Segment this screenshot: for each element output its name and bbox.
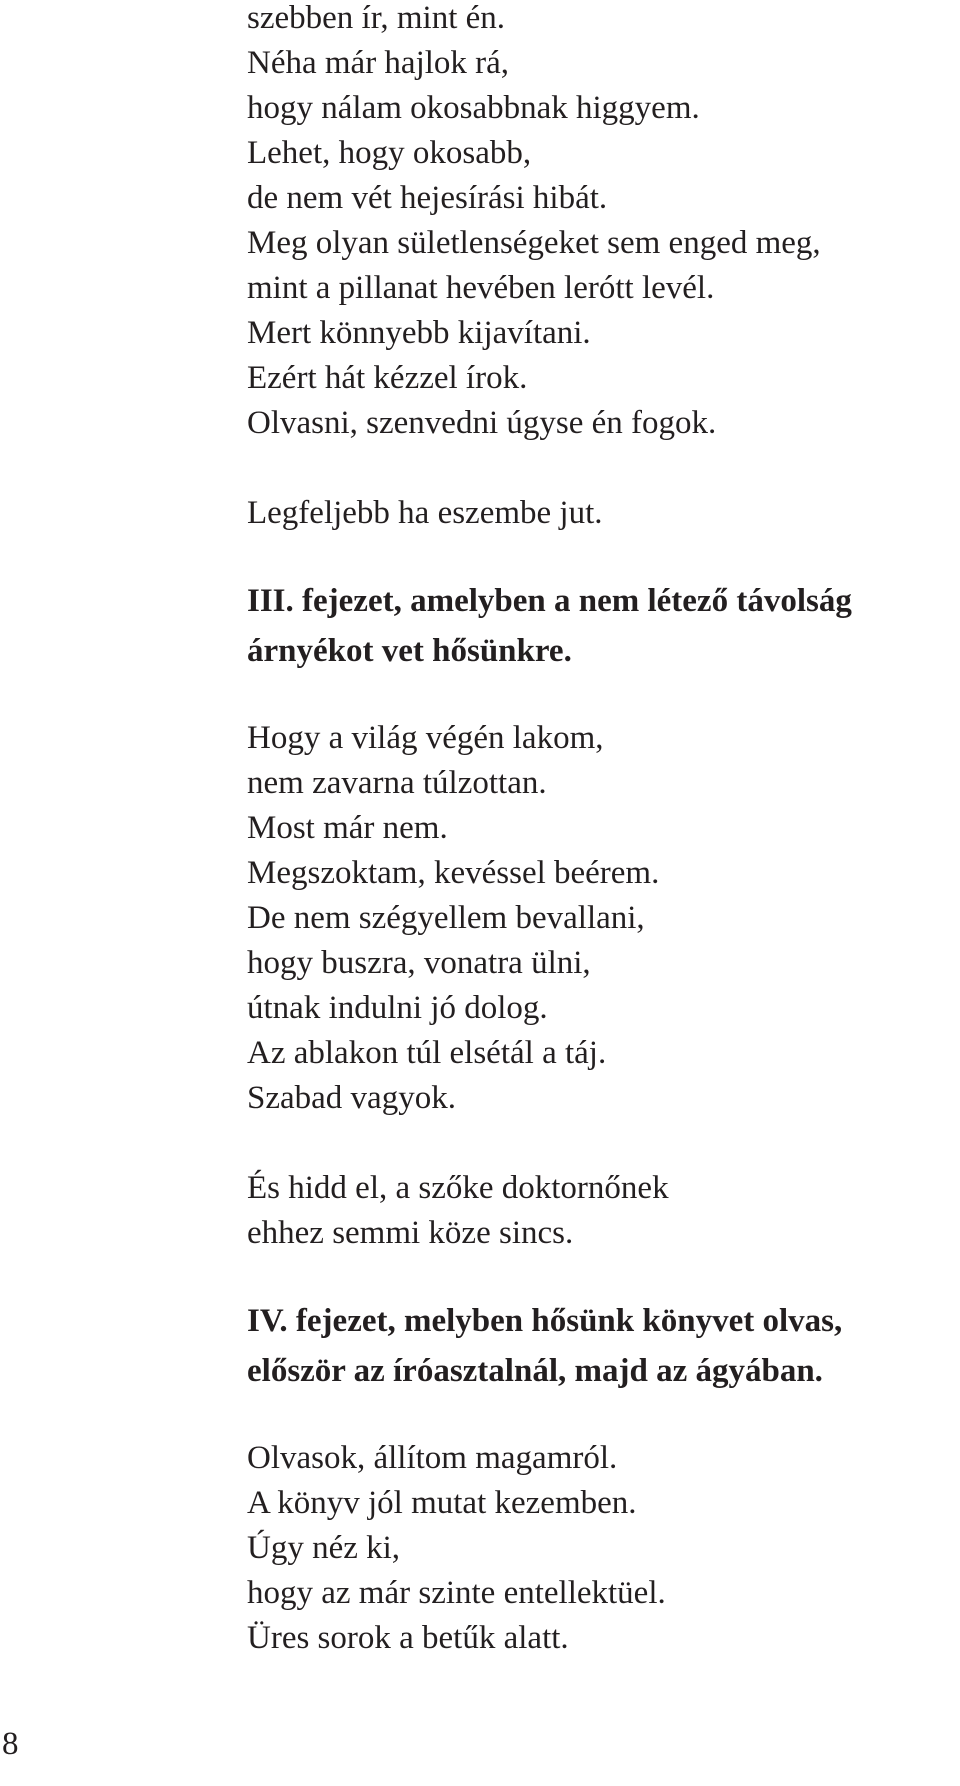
text-line: De nem szégyellem bevallani, (247, 900, 645, 936)
text-line: útnak indulni jó dolog. (247, 990, 548, 1026)
stanza-1 (247, 0, 947, 446)
stanza-3 (247, 716, 947, 1121)
stanza-2 (247, 491, 947, 536)
text-line: Néha már hajlok rá, (247, 45, 510, 81)
text-line: Most már nem. (247, 810, 448, 846)
stanza-5 (247, 1436, 947, 1661)
stanza-gap (247, 676, 947, 716)
text-line: És hidd el, a szőke doktornőnek (247, 1170, 669, 1206)
text-line: de nem vét hejesírási hibát. (247, 180, 608, 216)
text-line: A könyv jól mutat kezemben. (247, 1485, 637, 1521)
text-line: Lehet, hogy okosabb, (247, 135, 532, 171)
text-line: Üres sorok a betűk alatt. (247, 1620, 569, 1656)
stanza-gap (247, 446, 947, 491)
text-line: mint a pillanat hevében lerótt levél. (247, 270, 715, 306)
page-body (247, 0, 947, 1661)
text-line: Olvasni, szenvedni úgyse én fogok. (247, 405, 717, 441)
text-line: Mert könnyebb kijavítani. (247, 315, 591, 351)
text-line: Meg olyan sületlenségeket sem enged meg, (247, 225, 821, 261)
text-line: Legfeljebb ha eszembe jut. (247, 495, 603, 531)
text-line: Az ablakon túl elsétál a táj. (247, 1035, 607, 1071)
text-line: Megszoktam, kevéssel beérem. (247, 855, 660, 891)
page-number: 8 (2, 1726, 19, 1762)
stanza-4 (247, 1166, 947, 1256)
text-line: nem zavarna túlzottan. (247, 765, 547, 801)
text-line: hogy nálam okosabbnak higgyem. (247, 90, 700, 126)
text-line: Hogy a világ végén lakom, (247, 720, 604, 756)
text-line: hogy buszra, vonatra ülni, (247, 945, 591, 981)
text-line: Szabad vagyok. (247, 1080, 456, 1116)
chapter-heading-3 (247, 576, 947, 676)
stanza-gap (247, 1396, 947, 1436)
text-line: Úgy néz ki, (247, 1530, 401, 1566)
text-line: szebben ír, mint én. (247, 0, 506, 36)
text-line: Ezért hát kézzel írok. (247, 360, 528, 396)
text-line: Olvasok, állítom magamról. (247, 1440, 618, 1476)
stanza-gap (247, 536, 947, 576)
heading-line: IV. fejezet, melyben hősünk könyvet olvas, (247, 1303, 843, 1339)
stanza-gap (247, 1256, 947, 1296)
text-line: hogy az már szinte entellektüel. (247, 1575, 666, 1611)
heading-line: árnyékot vet hősünkre. (247, 633, 572, 669)
text-line: ehhez semmi köze sincs. (247, 1215, 574, 1251)
chapter-heading-4 (247, 1296, 947, 1396)
stanza-gap (247, 1121, 947, 1166)
heading-line: III. fejezet, amelyben a nem létező távolság (247, 583, 852, 619)
heading-line: először az íróasztalnál, majd az ágyában. (247, 1353, 823, 1389)
